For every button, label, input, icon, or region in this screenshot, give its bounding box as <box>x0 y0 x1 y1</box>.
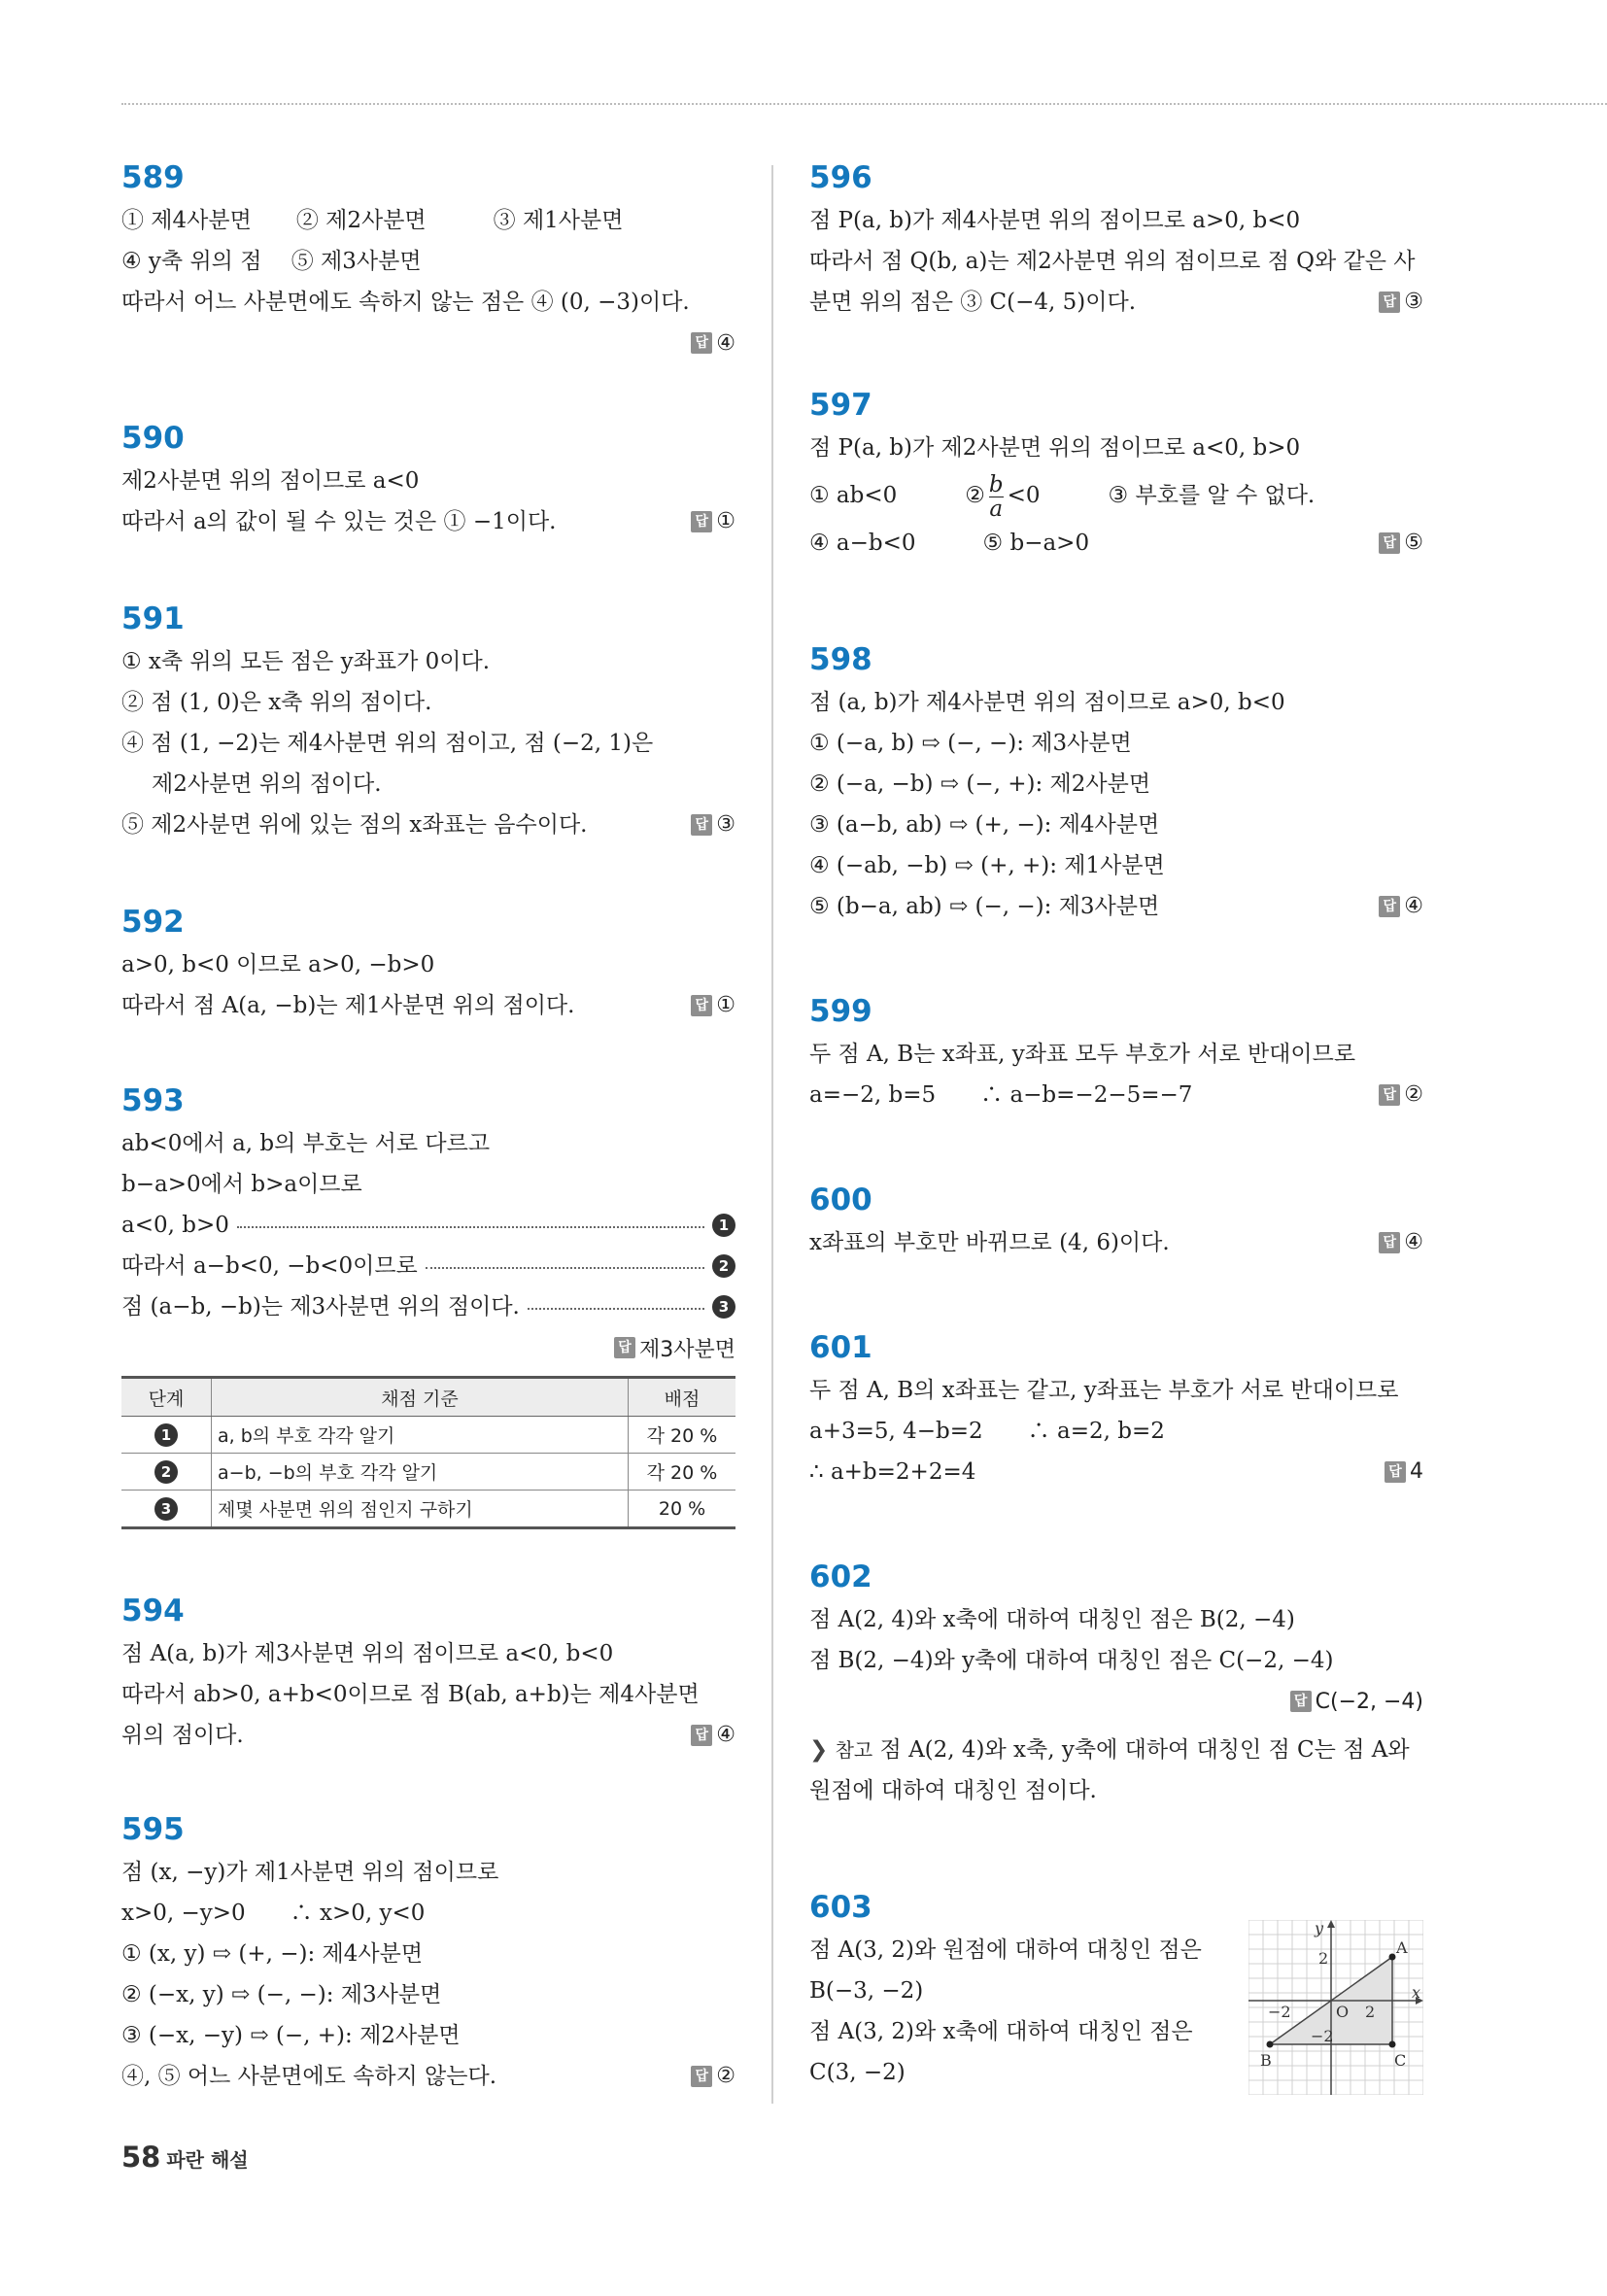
text-line: ∴ a+b=2+2=4 답 4 <box>809 1452 1423 1492</box>
header-divider <box>121 103 1607 105</box>
point-c <box>1389 2041 1396 2048</box>
problem-595 <box>121 1807 735 2097</box>
point-a <box>1389 1954 1396 1961</box>
page-number: 58 <box>121 2141 161 2174</box>
answer-tag-icon: 답 <box>1379 1232 1400 1253</box>
problem-603 <box>809 1885 1423 2093</box>
note-line: 원점에 대하여 대칭인 점이다. <box>809 1778 1097 1803</box>
tick-label: −2 <box>1268 2003 1291 2021</box>
answer-label: 답 ② <box>1379 1075 1423 1115</box>
problem-596 <box>809 155 1423 323</box>
answer-tag-icon: 답 <box>691 332 712 354</box>
answer-label: 답 ④ <box>121 323 735 363</box>
text-line: 따라서 점 A(a, −b)는 제1사분면 위의 점이다. 답 ① <box>121 985 735 1026</box>
text-line: a=−2, b=5 ∴ a−b=−2−5=−7 답 ② <box>809 1075 1423 1115</box>
text-line: 점 P(a, b)가 제4사분면 위의 점이므로 a>0, b<0 <box>809 208 1301 233</box>
problem-600 <box>809 1178 1423 1263</box>
step-row: a<0, b>0 1 <box>121 1205 735 1246</box>
text-line: 분면 위의 점은 ③ C(−4, 5)이다. 답 ③ <box>809 282 1423 323</box>
problem-591 <box>121 597 735 845</box>
text-line: ③ (a−b, ab) ⇨ (+, −): 제4사분면 <box>809 812 1160 838</box>
problem-598 <box>809 637 1423 927</box>
answer-label: 답 C(−2, −4) <box>809 1681 1423 1722</box>
problem-number: 602 <box>809 1559 872 1594</box>
answer-tag-icon: 답 <box>1379 1084 1400 1106</box>
text-line: ① ab<0 ② $\frac{b}{a}$ <0 ③ 부호를 알 수 없다. <box>809 471 1316 522</box>
text-line: 점 A(2, 4)와 x축에 대하여 대칭인 점은 B(2, −4) <box>809 1607 1295 1632</box>
table-row: 1 a, b의 부호 각각 알기 각 20 % <box>121 1417 735 1454</box>
answer-label: 답 ④ <box>1379 1222 1423 1263</box>
text-line: ④ y축 위의 점 ⑤ 제3사분면 <box>121 249 422 274</box>
text-line: ⑤ 제2사분면 위에 있는 점의 x좌표는 음수이다. 답 ③ <box>121 805 735 845</box>
text-line: 점 A(3, 2)와 x축에 대하여 대칭인 점은 <box>809 2019 1193 2044</box>
problem-602 <box>809 1555 1423 1811</box>
tick-label: −2 <box>1311 2027 1334 2045</box>
step-marker-icon: 1 <box>712 1214 735 1237</box>
answer-tag-icon: 답 <box>691 511 712 532</box>
table-header: 채점 기준 <box>212 1378 629 1417</box>
step-marker-icon: 3 <box>712 1295 735 1319</box>
problem-number: 601 <box>809 1330 872 1365</box>
problem-number: 590 <box>121 421 185 456</box>
text-line: 두 점 A, B는 x좌표, y좌표 모두 부호가 서로 반대이므로 <box>809 1042 1356 1067</box>
answer-tag-icon: 답 <box>1385 1461 1406 1483</box>
problem-number: 598 <box>809 642 872 677</box>
text-line: ab<0에서 a, b의 부호는 서로 다르고 <box>121 1131 491 1156</box>
answer-label: 답 ③ <box>691 805 735 845</box>
problem-594 <box>121 1589 735 1756</box>
footer-label: 파란 해설 <box>166 2148 249 2172</box>
problem-593 <box>121 1079 735 1529</box>
text-line: ① (x, y) ⇨ (+, −): 제4사분면 <box>121 1941 424 1967</box>
step-row: 따라서 a−b<0, −b<0이므로 2 <box>121 1246 735 1286</box>
answer-tag-icon: 답 <box>614 1337 635 1358</box>
problem-number: 596 <box>809 160 872 195</box>
answer-tag-icon: 답 <box>1379 291 1400 313</box>
text-line: a>0, b<0 이므로 a>0, −b>0 <box>121 952 435 977</box>
tick-label: 2 <box>1318 1949 1329 1968</box>
text-line: b−a>0에서 b>a이므로 <box>121 1172 362 1197</box>
problem-number: 591 <box>121 601 185 636</box>
coordinate-graph <box>1248 1920 1423 2095</box>
problem-number: 593 <box>121 1083 185 1118</box>
answer-tag-icon: 답 <box>691 995 712 1016</box>
point-b-label: B <box>1260 2051 1272 2070</box>
table-row: 2 a−b, −b의 부호 각각 알기 각 20 % <box>121 1454 735 1491</box>
answer-tag-icon: 답 <box>691 2066 712 2087</box>
text-line: 점 (x, −y)가 제1사분면 위의 점이므로 <box>121 1860 499 1885</box>
y-axis-label: y <box>1315 1920 1324 1937</box>
text-line: 두 점 A, B의 x좌표는 같고, y좌표는 부호가 서로 반대이므로 <box>809 1378 1399 1403</box>
text-line: ① (−a, b) ⇨ (−, −): 제3사분면 <box>809 731 1132 756</box>
text-line: 점 P(a, b)가 제2사분면 위의 점이므로 a<0, b>0 <box>809 435 1301 461</box>
step-marker-icon: 1 <box>154 1423 178 1447</box>
text-line: ② 점 (1, 0)은 x축 위의 점이다. <box>121 690 432 715</box>
text-line: x좌표의 부호만 바뀌므로 (4, 6)이다. 답 ④ <box>809 1222 1423 1263</box>
problem-number: 603 <box>809 1890 872 1925</box>
answer-label: 답 ③ <box>1379 282 1423 323</box>
text-line: 점 (a, b)가 제4사분면 위의 점이므로 a>0, b<0 <box>809 690 1285 715</box>
text-line: 따라서 점 Q(b, a)는 제2사분면 위의 점이므로 점 Q와 같은 사 <box>809 249 1416 274</box>
text-line: ④ (−ab, −b) ⇨ (+, +): 제1사분면 <box>809 853 1165 878</box>
text-line: ⑤ (b−a, ab) ⇨ (−, −): 제3사분면 답 ④ <box>809 886 1423 927</box>
text-line: 점 A(3, 2)와 원점에 대하여 대칭인 점은 <box>809 1937 1202 1963</box>
text-line: ② (−x, y) ⇨ (−, −): 제3사분면 <box>121 1982 442 2007</box>
text-line: C(3, −2) <box>809 2060 906 2085</box>
answer-tag-icon: 답 <box>691 814 712 836</box>
problem-number: 597 <box>809 388 872 423</box>
answer-label: 답 ④ <box>691 1715 735 1756</box>
text-line: 제2사분면 위의 점이므로 a<0 <box>121 468 420 494</box>
text-line: 위의 점이다. 답 ④ <box>121 1715 735 1756</box>
text-line: ① x축 위의 모든 점은 y좌표가 0이다. <box>121 649 491 674</box>
problem-597 <box>809 383 1423 564</box>
answer-tag-icon: 답 <box>691 1725 712 1746</box>
text-line: ② (−a, −b) ⇨ (−, +): 제2사분면 <box>809 771 1151 797</box>
problem-number: 599 <box>809 994 872 1029</box>
problem-599 <box>809 989 1423 1115</box>
text-line: a+3=5, 4−b=2 ∴ a=2, b=2 <box>809 1419 1165 1444</box>
problem-592 <box>121 900 735 1026</box>
text-line: ④ 점 (1, −2)는 제4사분면 위의 점이고, 점 (−2, 1)은 <box>121 731 654 756</box>
step-marker-icon: 3 <box>154 1497 178 1521</box>
answer-label: 답 ⑤ <box>1379 523 1423 564</box>
note-line: ❯ 참고 점 A(2, 4)와 x축, y축에 대하여 대칭인 점 C는 점 A와 <box>809 1737 1410 1763</box>
scoring-table <box>121 1376 735 1529</box>
problem-number: 592 <box>121 905 185 940</box>
text-line: ③ (−x, −y) ⇨ (−, +): 제2사분면 <box>121 2023 461 2048</box>
tick-label: 2 <box>1365 2003 1376 2021</box>
point-b <box>1267 2041 1274 2048</box>
fraction: $\frac{b}{a}$ <box>988 471 1004 522</box>
problem-number: 595 <box>121 1812 185 1847</box>
text-line: 점 A(a, b)가 제3사분면 위의 점이므로 a<0, b<0 <box>121 1641 614 1666</box>
text-line: 따라서 a의 값이 될 수 있는 것은 ① −1이다. 답 ① <box>121 501 735 542</box>
answer-label: 답 제3사분면 <box>121 1327 735 1368</box>
answer-label: 답 ① <box>691 985 735 1026</box>
problem-589 <box>121 155 735 363</box>
point-c-label: C <box>1394 2051 1407 2070</box>
text-line: x>0, −y>0 ∴ x>0, y<0 <box>121 1901 426 1926</box>
step-marker-icon: 2 <box>712 1254 735 1278</box>
text-line: 따라서 ab>0, a+b<0이므로 점 B(ab, a+b)는 제4사분면 <box>121 1682 700 1707</box>
problem-number: 600 <box>809 1182 872 1217</box>
chevron-right-icon: ❯ <box>809 1737 829 1763</box>
answer-label: 답 ② <box>691 2056 735 2097</box>
origin-label: O <box>1336 2003 1350 2021</box>
point-a-label: A <box>1396 1938 1408 1957</box>
table-header: 단계 <box>121 1378 212 1417</box>
answer-tag-icon: 답 <box>1290 1691 1312 1712</box>
problem-number: 589 <box>121 160 185 195</box>
step-marker-icon: 2 <box>154 1460 178 1484</box>
text-line: 점 B(2, −4)와 y축에 대하여 대칭인 점은 C(−2, −4) <box>809 1648 1334 1673</box>
answer-label: 답 4 <box>1385 1452 1423 1492</box>
column-divider <box>771 165 773 2104</box>
answer-label: 답 ① <box>691 501 735 542</box>
step-row: 점 (a−b, −b)는 제3사분면 위의 점이다. 3 <box>121 1286 735 1327</box>
problem-number: 594 <box>121 1593 185 1628</box>
problem-590 <box>121 416 735 542</box>
x-axis-label: x <box>1412 1983 1421 2002</box>
table-header: 배점 <box>629 1378 736 1417</box>
text-line: B(−3, −2) <box>809 1978 924 2004</box>
text-line: 따라서 어느 사분면에도 속하지 않는 점은 ④ (0, −3)이다. <box>121 290 690 315</box>
answer-label: 답 ④ <box>1379 886 1423 927</box>
problem-601 <box>809 1325 1423 1492</box>
answer-tag-icon: 답 <box>1379 896 1400 917</box>
text-line: ④, ⑤ 어느 사분면에도 속하지 않는다. 답 ② <box>121 2056 735 2097</box>
text-line: ① 제4사분면 ② 제2사분면 ③ 제1사분면 <box>121 208 624 233</box>
text-line: ④ a−b<0 ⑤ b−a>0 답 ⑤ <box>809 523 1423 564</box>
table-row: 3 제몇 사분면 위의 점인지 구하기 20 % <box>121 1491 735 1528</box>
answer-tag-icon: 답 <box>1379 532 1400 554</box>
page-footer <box>121 2141 249 2174</box>
text-line: 제2사분면 위의 점이다. <box>152 771 382 797</box>
